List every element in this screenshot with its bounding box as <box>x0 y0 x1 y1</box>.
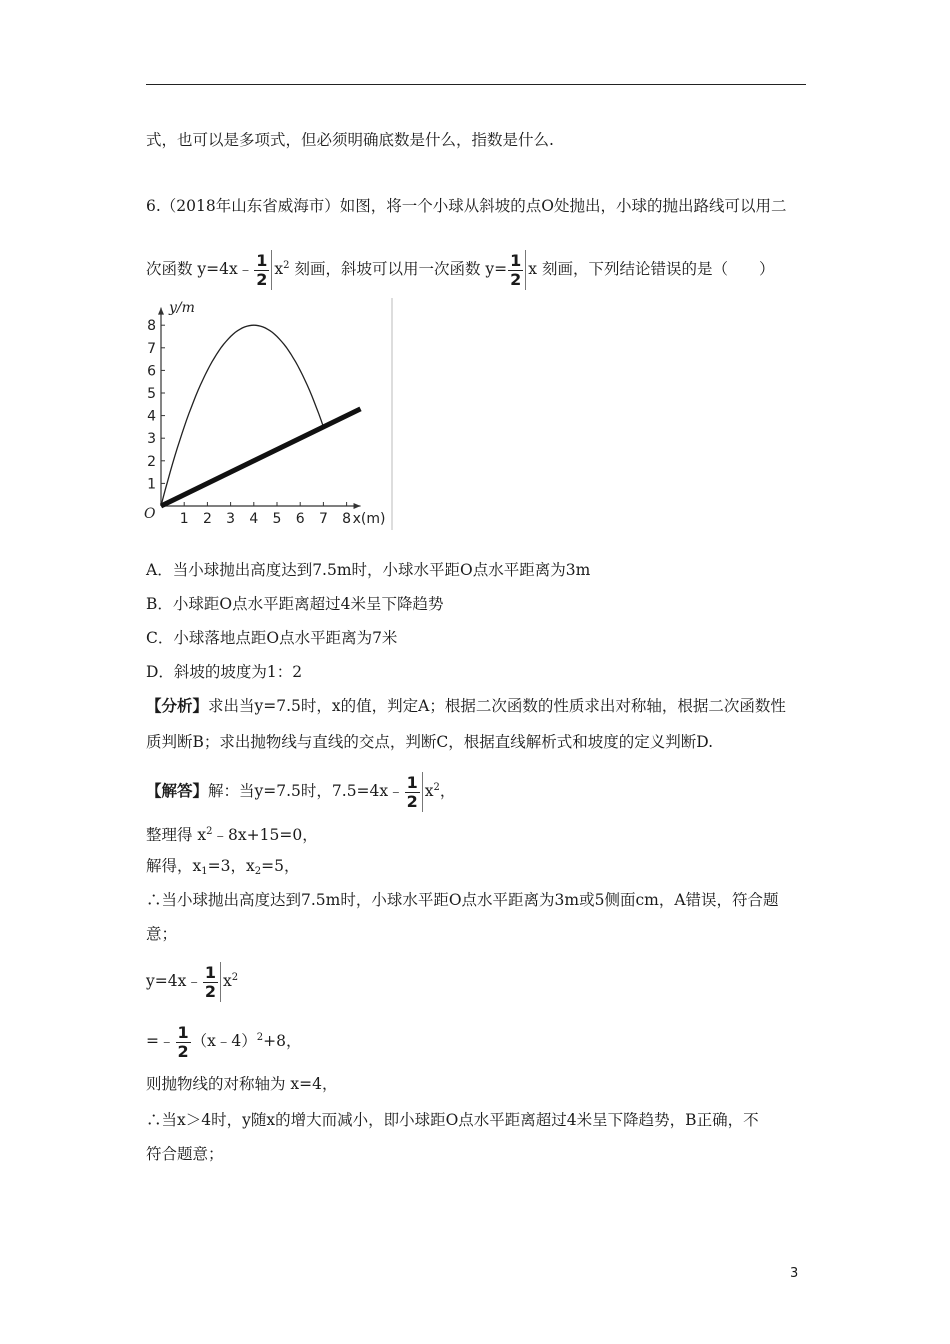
solution-line <box>146 856 299 882</box>
fraction-numerator: 1 <box>406 772 418 792</box>
equation-line <box>146 822 318 845</box>
x-tick-label: 6 <box>295 511 305 527</box>
conclusion-a-line2: 意； <box>146 925 178 943</box>
text-run: 解得，x <box>146 857 202 875</box>
fraction <box>176 1022 191 1061</box>
superscript: 2 <box>256 1032 264 1043</box>
separator-bar <box>422 772 423 812</box>
separator-bar <box>220 962 221 1002</box>
x-tick-label: 7 <box>318 511 328 527</box>
y-tick-label: 6 <box>147 363 156 380</box>
question-6-line1: 6.（2018年山东省威海市）如图，将一个小球从斜坡的点O处抛出，小球的抛出路线可以用二 <box>146 197 787 215</box>
text-run: x 刻画，下列结论错误的是（ ） <box>528 260 775 278</box>
text-run: 解：当y=7.5时，7.5=4x﹣ <box>208 782 404 800</box>
fraction-denominator: 2 <box>204 981 216 1001</box>
question-6-line2 <box>146 244 774 291</box>
fraction-numerator: 1 <box>510 250 522 270</box>
x-tick-label: 4 <box>249 511 259 527</box>
text-run: y=4x﹣ <box>146 972 202 990</box>
text-run: +8， <box>263 1032 302 1050</box>
option-d: D．斜坡的坡度为1：2 <box>146 663 303 681</box>
option-b: B．小球距O点水平距离超过4米呈下降趋势 <box>146 595 444 613</box>
analysis-line1 <box>146 696 786 716</box>
text-run: =5， <box>261 857 300 875</box>
option-a: A．当小球抛出高度达到7.5m时，小球水平距O点水平距离为3m <box>146 561 591 579</box>
y-tick-label: 5 <box>147 386 156 402</box>
fraction-denominator: 2 <box>256 269 268 289</box>
fraction-numerator: 1 <box>256 250 268 270</box>
superscript: 2 <box>231 972 239 983</box>
x-tick-label: 5 <box>272 511 282 527</box>
x-axis-arrow <box>354 503 361 509</box>
y-tick-label: 3 <box>147 431 156 448</box>
fraction <box>254 250 269 289</box>
page-number: 3 <box>790 1266 799 1281</box>
x-tick-label: 2 <box>202 511 212 527</box>
x-axis-label: x(m) <box>352 511 386 527</box>
answer-tag: 【解答】 <box>146 781 209 800</box>
vertex-form-line <box>146 1014 301 1065</box>
answer-line1 <box>146 766 455 813</box>
fraction-numerator: 1 <box>177 1022 189 1042</box>
text-run: 次函数 y=4x﹣ <box>146 260 254 278</box>
superscript: 2 <box>283 260 290 271</box>
text-run: =﹣ <box>146 1032 175 1050</box>
parabola-slope-figure <box>144 296 394 530</box>
y-tick-label: 4 <box>147 408 156 425</box>
separator-bar <box>525 250 526 290</box>
conclusion-a-line1: ∴当小球抛出高度达到7.5m时，小球水平距O点水平距离为3m或5侧面cm，A错误，符合题 <box>146 891 779 909</box>
y-axis-arrow <box>158 308 164 315</box>
text-run: ， <box>439 782 456 800</box>
text-run: 整理得 x <box>146 826 207 844</box>
y-tick-label: 1 <box>147 476 156 493</box>
origin-label: O <box>144 506 156 522</box>
x-tick-label: 1 <box>179 511 189 527</box>
header-rule <box>146 84 806 85</box>
conclusion-b-line2: 符合题意； <box>146 1145 224 1163</box>
analysis-line2: 质判断B；求出抛物线与直线的交点，判断C，根据直线解析式和坡度的定义判断D. <box>146 733 714 751</box>
text-run: x <box>424 782 434 800</box>
conclusion-b-line1: ∴当x＞4时，y随x的增大而减小，即小球距O点水平距离超过4米呈下降趋势，B正确，不 <box>146 1111 759 1129</box>
superscript: 2 <box>433 782 440 793</box>
parabola-curve <box>161 325 323 506</box>
text-run: =3，x <box>207 857 255 875</box>
fraction-denominator: 2 <box>510 269 522 289</box>
fraction-numerator: 1 <box>204 962 216 982</box>
separator-bar <box>271 250 272 290</box>
x-tick-label: 8 <box>342 511 352 527</box>
y-tick-label: 7 <box>147 340 156 357</box>
subscript: 1 <box>201 866 208 877</box>
superscript: 2 <box>206 826 213 837</box>
axis-of-symmetry-line: 则抛物线的对称轴为 x=4， <box>146 1075 338 1093</box>
text-run: x <box>274 260 284 278</box>
y-tick-label: 8 <box>147 318 156 335</box>
chart-svg <box>144 296 394 530</box>
fraction-denominator: 2 <box>177 1041 189 1061</box>
fraction <box>405 772 420 811</box>
expression-line <box>146 954 238 1005</box>
subscript: 2 <box>254 866 262 877</box>
slope-line <box>161 409 361 506</box>
y-axis-label: y/m <box>169 300 195 316</box>
text-line: 式，也可以是多项式，但必须明确底数是什么，指数是什么. <box>146 131 554 149</box>
text-run: x <box>223 972 232 990</box>
x-tick-label: 3 <box>226 511 236 527</box>
fraction <box>508 250 523 289</box>
text-run: ﹣8x+15=0， <box>212 826 318 844</box>
analysis-tag: 【分析】 <box>146 696 209 715</box>
fraction-denominator: 2 <box>406 791 418 811</box>
y-tick-label: 2 <box>147 453 156 470</box>
fraction <box>203 962 218 1001</box>
option-c: C．小球落地点距O点水平距离为7米 <box>146 629 398 647</box>
text-run: （x﹣4） <box>191 1032 257 1050</box>
text-run: 求出当y=7.5时，x的值，判定A；根据二次函数的性质求出对称轴，根据二次函数性 <box>208 697 786 715</box>
text-run: 刻画，斜坡可以用一次函数 y= <box>289 260 508 278</box>
